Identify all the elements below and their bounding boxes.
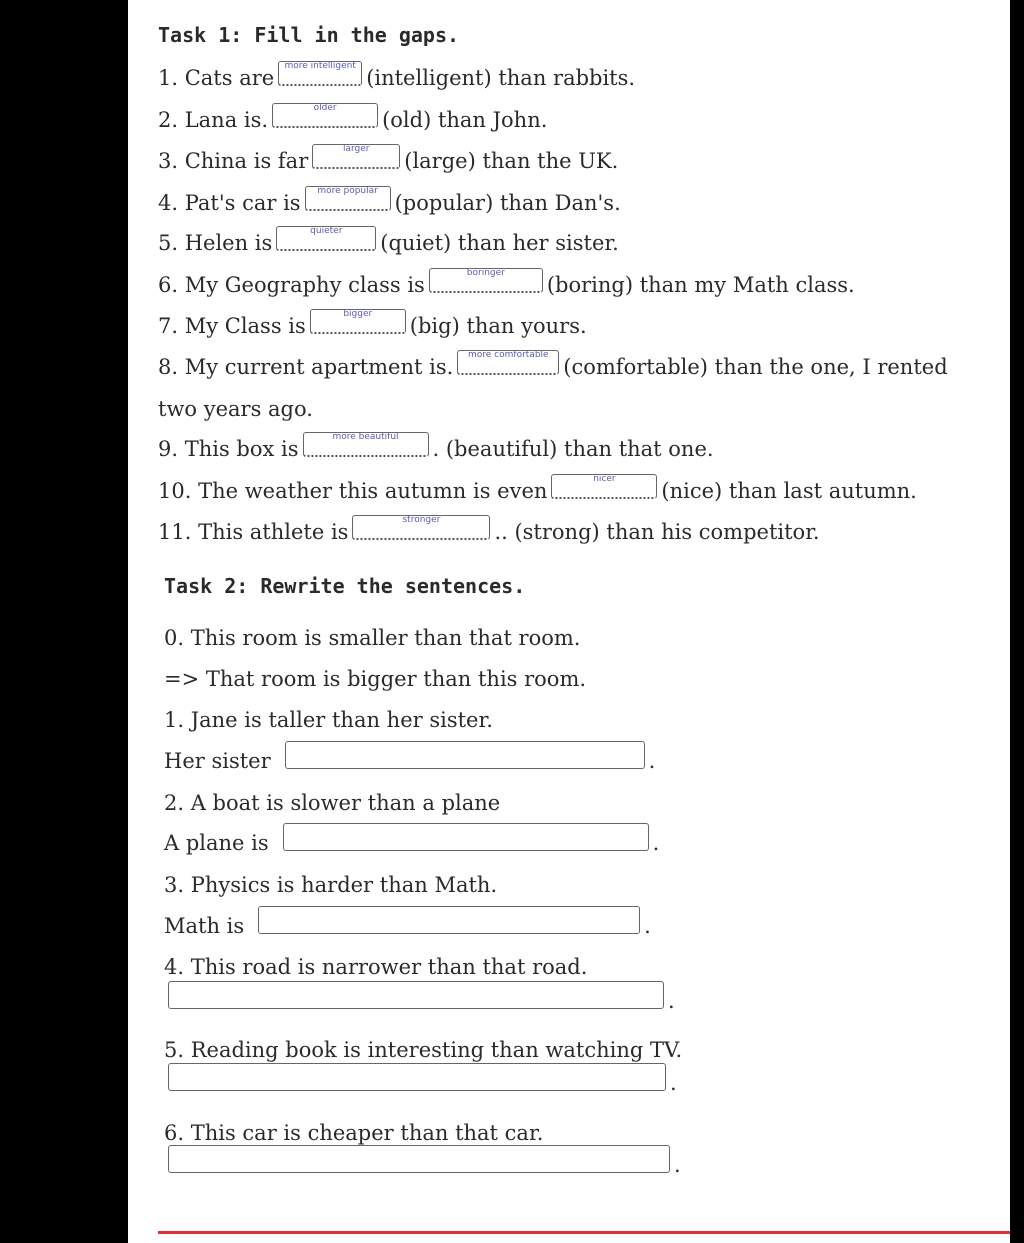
answer-text: more comfortable <box>468 350 549 360</box>
answer-box[interactable] <box>272 103 378 128</box>
item-suffix: (quiet) than her sister. <box>380 231 619 255</box>
answer-box[interactable] <box>276 226 376 251</box>
task2-item-4-sentence: 4. This road is narrower than that road. <box>164 955 588 979</box>
answer-box[interactable] <box>285 741 645 769</box>
item-suffix: .. (strong) than his competitor. <box>494 520 820 544</box>
item-prefix: 5. Helen is <box>158 231 273 255</box>
task2-item-6-sentence: 6. This car is cheaper than that car. <box>164 1121 544 1145</box>
item-suffix: (big) than yours. <box>409 314 587 338</box>
task2-item-3-sentence: 3. Physics is harder than Math. <box>164 873 498 897</box>
answer-box[interactable] <box>303 432 429 457</box>
task1-item-3 <box>158 143 618 173</box>
task2-item-1-sentence: 1. Jane is taller than her sister. <box>164 708 493 732</box>
item-prefix: 4. Pat's car is <box>158 191 301 215</box>
item-suffix: (intelligent) than rabbits. <box>366 66 636 90</box>
task1-item-11 <box>158 514 820 544</box>
answer-box[interactable] <box>168 1145 670 1173</box>
answer-box[interactable] <box>312 144 400 169</box>
answer-box[interactable] <box>168 1063 666 1091</box>
item-prefix: 1. Cats are <box>158 66 275 90</box>
item-prefix: 10. The weather this autumn is even <box>158 479 548 503</box>
task2-item-3-answer-line: Math is . <box>164 908 651 938</box>
item-suffix: (comfortable) than the one, I rented <box>563 355 948 379</box>
task1-item-9 <box>158 431 714 461</box>
task2-item-1-answer-line: Her sister . <box>164 743 655 773</box>
item-prefix: 9. This box is <box>158 437 299 461</box>
answer-box[interactable] <box>457 350 559 375</box>
task1-item-5 <box>158 225 619 255</box>
answer-text: more intelligent <box>284 61 356 71</box>
task2-item-6-answer-line: . <box>164 1147 681 1177</box>
task1-title: Task 1: Fill in the gaps. <box>158 23 460 47</box>
answer-box[interactable] <box>168 981 664 1009</box>
item-prefix: 2. Lana is. <box>158 108 269 132</box>
answer-box[interactable] <box>305 186 391 211</box>
task2-item-2-sentence: 2. A boat is slower than a plane <box>164 791 501 815</box>
item-suffix: (nice) than last autumn. <box>661 479 917 503</box>
answer-text: larger <box>342 144 370 154</box>
answer-box[interactable] <box>310 309 406 334</box>
answer-prefix: Her sister <box>164 749 271 773</box>
task1-item-8-continuation: two years ago. <box>158 397 313 421</box>
task1-item-6 <box>158 267 855 297</box>
task1-item-2 <box>158 102 547 132</box>
item-suffix: (popular) than Dan's. <box>394 191 621 215</box>
answer-text: bigger <box>343 309 373 319</box>
answer-text: more popular <box>317 186 378 196</box>
answer-text: more beautiful <box>332 432 399 442</box>
task1-item-8 <box>158 349 948 379</box>
task2-title: Task 2: Rewrite the sentences. <box>164 574 526 598</box>
answer-box[interactable] <box>352 515 490 540</box>
task2-item-2-answer-line: A plane is . <box>164 825 659 855</box>
task1-item-1 <box>158 60 635 90</box>
item-suffix: . (beautiful) than that one. <box>432 437 714 461</box>
item-suffix: (boring) than my Math class. <box>546 273 855 297</box>
answer-box[interactable] <box>258 906 640 934</box>
answer-prefix: Math is <box>164 914 245 938</box>
task2-example-sentence: 0. This room is smaller than that room. <box>164 626 581 650</box>
task1-item-10 <box>158 473 917 503</box>
item-prefix: 3. China is far <box>158 149 309 173</box>
answer-box[interactable] <box>429 268 543 293</box>
task1-item-7 <box>158 308 587 338</box>
red-divider-line <box>158 1231 1010 1234</box>
answer-text: older <box>313 103 337 113</box>
task2-item-4-answer-line: . <box>164 983 675 1013</box>
answer-text: boringer <box>466 268 505 278</box>
answer-text: nicer <box>593 474 616 484</box>
task1-item-4 <box>158 185 621 215</box>
task2-example-answer: => That room is bigger than this room. <box>164 667 587 691</box>
answer-text: quieter <box>310 226 343 236</box>
item-prefix: 6. My Geography class is <box>158 273 425 297</box>
answer-text: stronger <box>402 515 441 525</box>
answer-box[interactable] <box>551 474 657 499</box>
answer-prefix: A plane is <box>164 831 269 855</box>
answer-box[interactable] <box>283 823 649 851</box>
task2-item-5-sentence: 5. Reading book is interesting than watching TV. <box>164 1038 683 1062</box>
item-prefix: 8. My current apartment is. <box>158 355 454 379</box>
item-prefix: 11. This athlete is <box>158 520 349 544</box>
item-suffix: (large) than the UK. <box>404 149 619 173</box>
item-suffix: (old) than John. <box>382 108 548 132</box>
task2-item-5-answer-line: . <box>164 1065 677 1095</box>
answer-box[interactable] <box>278 61 362 86</box>
item-prefix: 7. My Class is <box>158 314 306 338</box>
